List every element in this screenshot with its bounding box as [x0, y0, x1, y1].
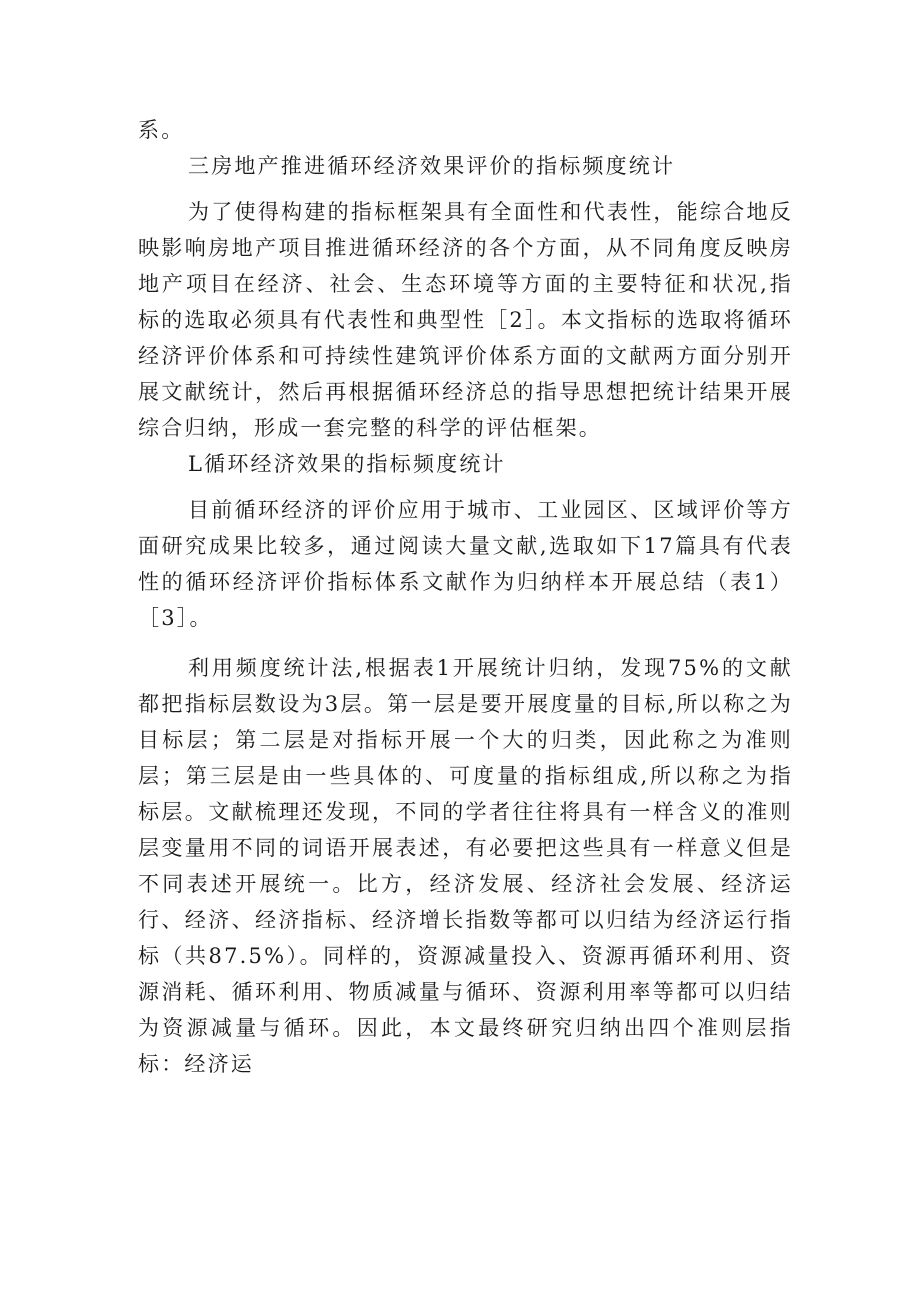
body-paragraph: 为了使得构建的指标框架具有全面性和代表性，能综合地反映影响房地产项目推进循环经济的各个方面，从不同角度反映房地产项目在经济、社会、生态环境等方面的主要特征和状况,指标的选取必须具有代表性和典型性［2］。本文指标的选取将循环经济评价体系和可持续性建筑评价体系方面的文献两方面分别开展文献统计，然后再根据循环经济总的指导思想把统计结果开展综合归纳，形成一套完整的科学的评估框架。: [138, 200, 793, 440]
body-paragraph: 目前循环经济的评价应用于城市、工业园区、区域评价等方面研究成果比较多，通过阅读大量文献,选取如下17篇具有代表性的循环经济评价指标体系文献作为归纳样本开展总结（表1）［3］。: [138, 498, 793, 630]
document-page: [138, 112, 793, 1082]
section-heading: 三房地产推进循环经济效果评价的指标频度统计: [188, 154, 676, 178]
subsection-heading: L循环经济效果的指标频度统计: [188, 452, 506, 476]
paragraph-continuation: 系。: [138, 118, 185, 142]
body-paragraph: 利用频度统计法,根据表1开展统计归纳，发现75%的文献都把指标层数设为3层。第一层是要开展度量的目标,所以称之为目标层；第二层是对指标开展一个大的归类，因此称之为准则层；第三层是由一些具体的、可度量的指标组成,所以称之为指标层。文献梳理还发现，不同的学者往往将具有一样含义的准则层变量用不同的词语开展表述，有必要把这些具有一样意义但是不同表述开展统一。比方，经济发展、经济社会发展、经济运行、经济、经济指标、经济增长指数等都可以归结为经济运行指标（共87.5%）。同样的，资源减量投入、资源再循环利用、资源消耗、循环利用、物质减量与循环、资源利用率等都可以归结为资源减量与循环。因此，本文最终研究归纳出四个准则层指标：经济运: [138, 656, 793, 1076]
